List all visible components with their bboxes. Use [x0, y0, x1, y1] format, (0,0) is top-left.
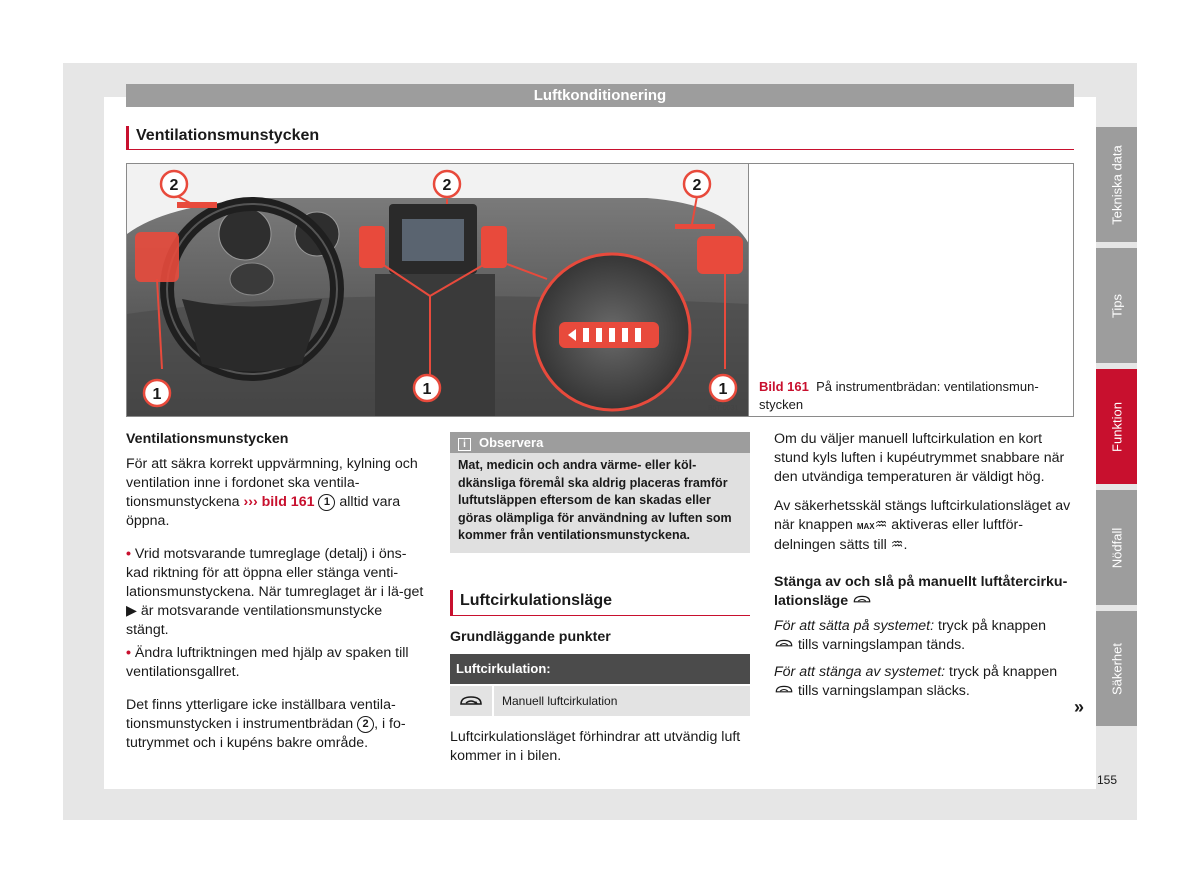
- note-body: Mat, medicin och andra värme- eller köl-dkänsliga föremål ska aldrig placeras framför luftutsläppen eftersom de kan skadas eller göras olämpliga för användning av luften som kommer från ventilationsmunstyckena.: [458, 458, 732, 542]
- text: Stänga av och slå på manuellt luftåtercirku-lationsläge: [774, 574, 1068, 609]
- text: tills varningslampan tänds.: [794, 637, 966, 653]
- recirculation-table: [450, 654, 750, 716]
- text: För att säkra korrekt uppvärmning, kylning och ventilation inne i fordonet ska ventila-tionsmunstyckena: [126, 456, 418, 510]
- chapter-header: Luftkonditionering: [126, 84, 1074, 107]
- tab-label: Tekniska data: [1109, 144, 1124, 225]
- tab-label: Säkerhet: [1109, 642, 1124, 695]
- tab-funktion[interactable]: [1096, 369, 1137, 484]
- recirculation-icon: [852, 593, 872, 609]
- text: För att stänga av systemet:: [774, 664, 946, 680]
- callout-label: 2: [442, 177, 452, 194]
- table-header: Luftcirkulation:: [450, 654, 750, 684]
- tab-label: Tips: [1109, 293, 1124, 318]
- callout-label: 1: [422, 381, 432, 398]
- note-box: [450, 432, 750, 553]
- col1-heading: Ventilationsmunstycken: [126, 431, 289, 447]
- callout-ref: 2: [357, 716, 374, 733]
- col3-heading: [774, 573, 1074, 611]
- bullet-2: [126, 644, 426, 682]
- callout-1-center: [414, 375, 440, 401]
- text: tills varningslampan släcks.: [794, 683, 970, 699]
- column-1: [126, 430, 426, 761]
- col3-turn-on: [774, 617, 1074, 655]
- bullet-1: [126, 545, 426, 640]
- bullet-icon: •: [126, 546, 131, 562]
- basics-heading: Grundläggande punkter: [450, 629, 611, 645]
- recirculation-icon: [774, 683, 794, 699]
- caption-label: Bild 161: [759, 379, 809, 394]
- text: , i fo-tutrymmet och i kupéns bakre område.: [126, 716, 406, 751]
- col3-turn-off: [774, 663, 1074, 701]
- callout-2-center: [434, 171, 460, 197]
- col1-paragraph-2: [126, 696, 426, 753]
- callout-2-left: [161, 171, 187, 197]
- subsection-title: Luftcirkulationsläge: [450, 590, 750, 616]
- callout-1-left: [144, 380, 170, 406]
- dashboard-illustration: [127, 164, 749, 416]
- text: Vrid motsvarande tumreglage (detalj) i öns-kad riktning för att öppna eller stänga venti-lationsmunstyckena. När tumreglaget är i lä-get: [126, 546, 424, 600]
- col1-paragraph-1: [126, 455, 426, 531]
- text: Av säkerhetsskäl stängs luftcirkulationsläget av när knappen: [774, 498, 1071, 533]
- col3-paragraph-1: Om du väljer manuell luftcirkulation en kort stund kyls luften i kupéutrymmet snabbare när den utvändiga temperaturen är väldigt hög.: [774, 431, 1065, 485]
- triangle-right-icon: ▶: [126, 603, 137, 619]
- continue-arrow-icon: »: [1074, 697, 1085, 717]
- table-row: [450, 686, 750, 716]
- text: Ändra luftriktningen med hjälp av spaken till ventilationsgallret.: [126, 645, 409, 680]
- col2-paragraph: Luftcirkulationsläget förhindrar att utvändig luft kommer in i bilen.: [450, 729, 741, 764]
- tab-tekniska-data[interactable]: [1096, 127, 1137, 242]
- tab-nodfall[interactable]: [1096, 490, 1137, 605]
- text: För att sätta på systemet:: [774, 618, 935, 634]
- figure-divider: [748, 164, 749, 416]
- recirculation-icon: [450, 686, 494, 716]
- max-defrost-icon: MAX: [856, 522, 875, 531]
- page-number: 155: [1097, 773, 1118, 787]
- callout-2-right: [684, 171, 710, 197]
- note-title: Observera: [479, 435, 544, 450]
- defrost-icon: ♒: [874, 517, 888, 533]
- note-header: [450, 432, 750, 453]
- section-title: Ventilationsmunstycken: [126, 126, 1074, 150]
- figure-caption: [759, 378, 1069, 414]
- text: tryck på knappen: [945, 664, 1058, 680]
- info-icon: i: [458, 438, 471, 451]
- text: .: [903, 537, 908, 553]
- tab-sakerhet[interactable]: [1096, 611, 1137, 726]
- column-3: [774, 430, 1074, 709]
- recirculation-icon: [774, 637, 794, 653]
- arrow-icon: ›››: [243, 494, 258, 510]
- figure-ref-link[interactable]: bild 161: [261, 494, 315, 510]
- tab-label: Funktion: [1109, 401, 1124, 452]
- callout-1-right: [710, 375, 736, 401]
- callout-label: 1: [152, 386, 162, 403]
- caption-text: På instrumentbrädan: ventilationsmun-stycken: [759, 379, 1039, 412]
- bullet-icon: •: [126, 645, 131, 661]
- text: aktiveras eller luftför-delningen sätts till: [774, 517, 1023, 553]
- defrost-icon: ♒: [890, 537, 904, 553]
- figure-code: B5T-0031: [708, 405, 739, 412]
- col3-paragraph-2: [774, 497, 1074, 555]
- text: alltid vara öppna.: [126, 494, 401, 529]
- callout-label: 1: [718, 381, 728, 398]
- text: tryck på knappen: [934, 618, 1047, 634]
- tab-label: Nödfall: [1109, 527, 1124, 568]
- table-cell: Manuell luftcirkulation: [502, 694, 618, 708]
- callout-label: 2: [692, 177, 702, 194]
- callout-ref: 1: [318, 494, 335, 511]
- text: är motsvarande ventilationsmunstycke stängt.: [126, 603, 383, 638]
- tab-tips[interactable]: [1096, 248, 1137, 363]
- callout-label: 2: [169, 177, 179, 194]
- text: Det finns ytterligare icke inställbara ventila-tionsmunstycken i instrumentbrädan: [126, 697, 396, 732]
